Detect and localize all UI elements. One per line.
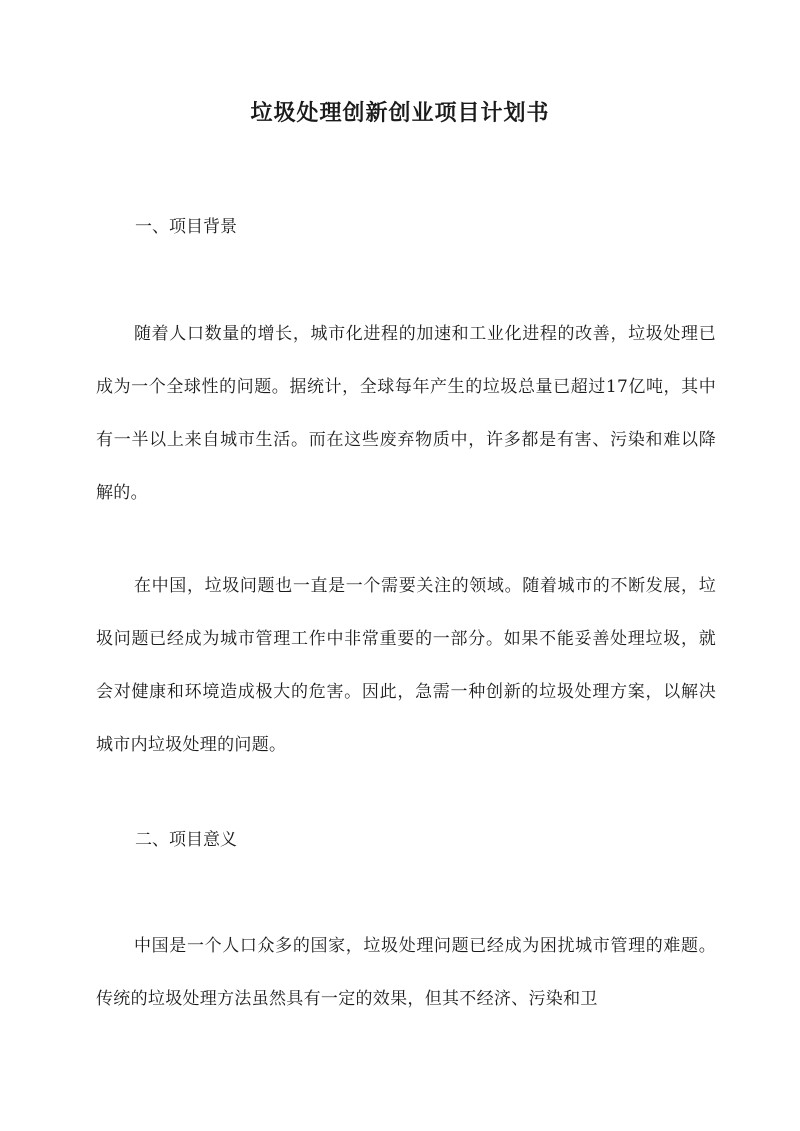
- paragraph-significance-1: 中国是一个人口众多的国家，垃圾处理问题已经成为困扰城市管理的难题。传统的垃圾处理方法虽然具有一定的效果，但其不经济、污染和卫: [96, 936, 716, 1009]
- section-heading-significance: 二、项目意义: [135, 830, 237, 850]
- paragraph-background-1: 随着人口数量的增长，城市化进程的加速和工业化进程的改善，垃圾处理已成为一个全球性的问题。据统计，全球每年产生的垃圾总量已超过17亿吨，其中有一半以上来自城市生活。而在这些废弃物质中，许多都是有害、污染和难以降解的。: [96, 324, 716, 503]
- document-title: 垃圾处理创新创业项目计划书: [250, 100, 550, 126]
- section-heading-background: 一、项目背景: [135, 217, 237, 237]
- paragraph-background-2: 在中国，垃圾问题也一直是一个需要关注的领域。随着城市的不断发展，垃圾问题已经成为城市管理工作中非常重要的一部分。如果不能妥善处理垃圾，就会对健康和环境造成极大的危害。因此，急需一种创新的垃圾处理方案，以解决城市内垃圾处理的问题。: [96, 576, 716, 755]
